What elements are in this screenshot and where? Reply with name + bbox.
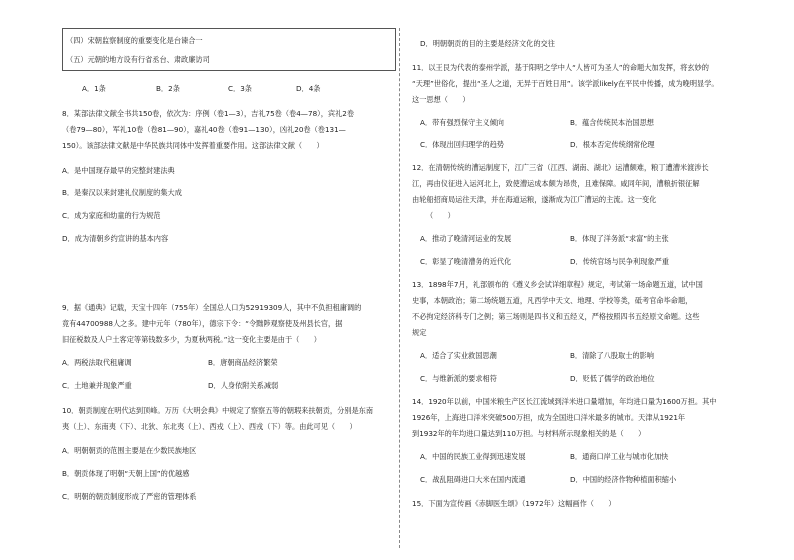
q12-stem-line: （ ）: [426, 211, 455, 220]
q13-option-d: D．贬低了儒学的政治地位: [570, 374, 655, 383]
q10-option-a: A．明朝朝贡的范围主要是在少数民族地区: [62, 446, 197, 455]
q9-stem-line: 9．据《通典》记载，天宝十四年（755年）全国总人口为52919309人，其中不负担租庸调的: [62, 303, 362, 312]
q8-option-d: D．成为清朝乡约宣讲的基本内容: [62, 234, 169, 243]
q14-option-b: B．通商口岸工业与城市化加快: [570, 452, 669, 461]
q13-stem-line: 不必拘定经济科专门之例；第三场则是四书义和五经义，严格按照四书五经原文命题。这些: [412, 312, 700, 321]
column-divider: [399, 28, 400, 548]
q15-stem: 15．下面为宣传画《赤脚医生颂》（1972年）这幅画作（ ）: [412, 499, 616, 508]
q11-option-c: C．体现出回归理学的趋势: [420, 140, 505, 149]
q13-stem-line: 13．1898年7月，礼部颁布的《遵义乡会试详细章程》规定，考试第一场命题五道，试中国: [412, 280, 703, 289]
q10-option-d: D．明朝朝贡的目的主要是经济文化的交往: [420, 39, 555, 48]
q14-option-a: A．中国的民族工业得到迅速发展: [420, 452, 526, 461]
q11-stem-line: “天理”世俗化，提出“圣人之道，无异于百姓日用”。该学派likely在平民中传播，成为晚明显学。: [412, 79, 719, 88]
q12-option-b: B．体现了洋务派“求富”的主张: [570, 234, 669, 243]
q9-option-d: D．人身依附关系减弱: [208, 381, 279, 390]
q9-stem-line: 旧征税数及人户土客定等第钱数多少，为夏秋两税。”这一变化主要是由于（ ）: [62, 335, 321, 344]
q8-stem-line: 8．某部法律文献全书共150卷，依次为：序例（卷1—3），吉礼75卷（卷4—78），宾礼2卷: [62, 109, 355, 118]
q7-option-b: B．2条: [156, 84, 180, 93]
q13-option-c: C．与维新派的要求相符: [420, 374, 497, 383]
q13-stem-line: 史事，本朝政治；第二场统题五道，凡西学中天文、地理、学校等类，砥考官命毕命题，: [412, 296, 693, 305]
q7-option-a: A．1条: [82, 84, 106, 93]
q9-stem-line: 竟有44700988人之多。建中元年（780年），德宗下令：“令黜陟观察使及州县长官，据: [62, 319, 343, 328]
q10-stem-line: 夷（上）、东南夷（下）、北狄、东北夷（上）、西戎（上）、西戎（下）等。由此可见（ ）: [62, 422, 357, 431]
q12-option-a: A．推动了晚清河运业的发展: [420, 234, 512, 243]
q13-stem-line: 规定: [412, 328, 427, 337]
q12-stem-line: 12．在清朝传统的漕运制度下，江广三省（江西、湖南、湖北）运漕颇难，粮丁遭漕米渡涉长: [412, 163, 709, 172]
q9-option-c: C．土地兼并现象严重: [62, 381, 132, 390]
q13-option-a: A．适合了实业救国思潮: [420, 351, 497, 360]
q14-stem-line: 1926年，上海进口洋米突破500万担，成为全国进口洋米最多的城市。天津从1921年: [412, 413, 686, 422]
q14-option-c: C．战乱阻碍进口大米在国内流通: [420, 475, 526, 484]
q12-option-c: C．彰显了晚清漕务的近代化: [420, 257, 512, 266]
q8-option-a: A．是中国现存最早的完整封建法典: [62, 166, 175, 175]
q7-option-d: D．4条: [296, 84, 321, 93]
q8-stem-line: 150）。该部法律文献是中华民族共同体中发挥着重要作用。这部法律文献（ ）: [62, 141, 324, 150]
q14-stem-line: 到1932年的年均进口量达到110万担。与材料所示现象相关的是（ ）: [412, 429, 646, 438]
q11-option-a: A．带有强烈保守主义倾向: [420, 118, 504, 127]
q10-option-c: C．明朝的朝贡制度形成了严密的管理体系: [62, 492, 197, 501]
q14-option-d: D．中国的经济作物种植面积缩小: [570, 475, 677, 484]
q8-option-c: C．成为家庭和幼童的行为规范: [62, 211, 161, 220]
q12-stem-line: 由轮船招商局运往天津，并在海道运粮，遂渐成为江广漕运的主流。这一变化: [412, 195, 657, 204]
q11-option-b: B．蕴含传统民本治国思想: [570, 118, 654, 127]
q14-stem-line: 14．1920年以前，中国米粮生产区长江流域到洋米进口量增加，年均进口量为1600万担。其中: [412, 397, 717, 406]
q11-stem-line: 这一思想（ ）: [412, 95, 470, 104]
box-item-4: （四）宋朝监察制度的重要变化是台谏合一: [66, 36, 203, 45]
q8-option-b: B．是秦汉以来封建礼仪制度的集大成: [62, 188, 182, 197]
statement-box: [62, 28, 396, 71]
q12-option-d: D．传统官场与民争利现象严重: [570, 257, 669, 266]
q9-option-b: B．唐朝商品经济繁荣: [208, 358, 278, 367]
q13-option-b: B．清除了八股取士的影响: [570, 351, 654, 360]
q12-stem-line: 江，再由仪征进入运河北上，致使漕运成本颇为昂贵，且难保障。咸同年间，漕粮折银征解: [412, 179, 700, 188]
q10-option-b: B．朝贡体现了明朝“天朝上国”的优越感: [62, 469, 190, 478]
q7-option-c: C．3条: [228, 84, 252, 93]
box-item-5: （五）元朝的地方设有行省丞台、肃政廉访司: [66, 55, 210, 64]
q9-option-a: A．两税法取代租庸调: [62, 358, 132, 367]
q11-option-d: D．根本否定传统纲常伦理: [570, 140, 655, 149]
q11-stem-line: 11．以王艮为代表的泰州学派，基于阳明之学中人“人皆可为圣人”的命题大加发挥，将玄妙的: [412, 63, 709, 72]
q8-stem-line: （卷79—80），军礼10卷（卷81—90），嘉礼40卷（卷91—130），凶礼20卷（卷131—: [62, 125, 346, 134]
q10-stem-line: 10．朝贡制度在明代达到顶峰。万历《大明会典》中规定了察察五等的朝瑕来扶朝贡，分别是东南: [62, 406, 374, 415]
